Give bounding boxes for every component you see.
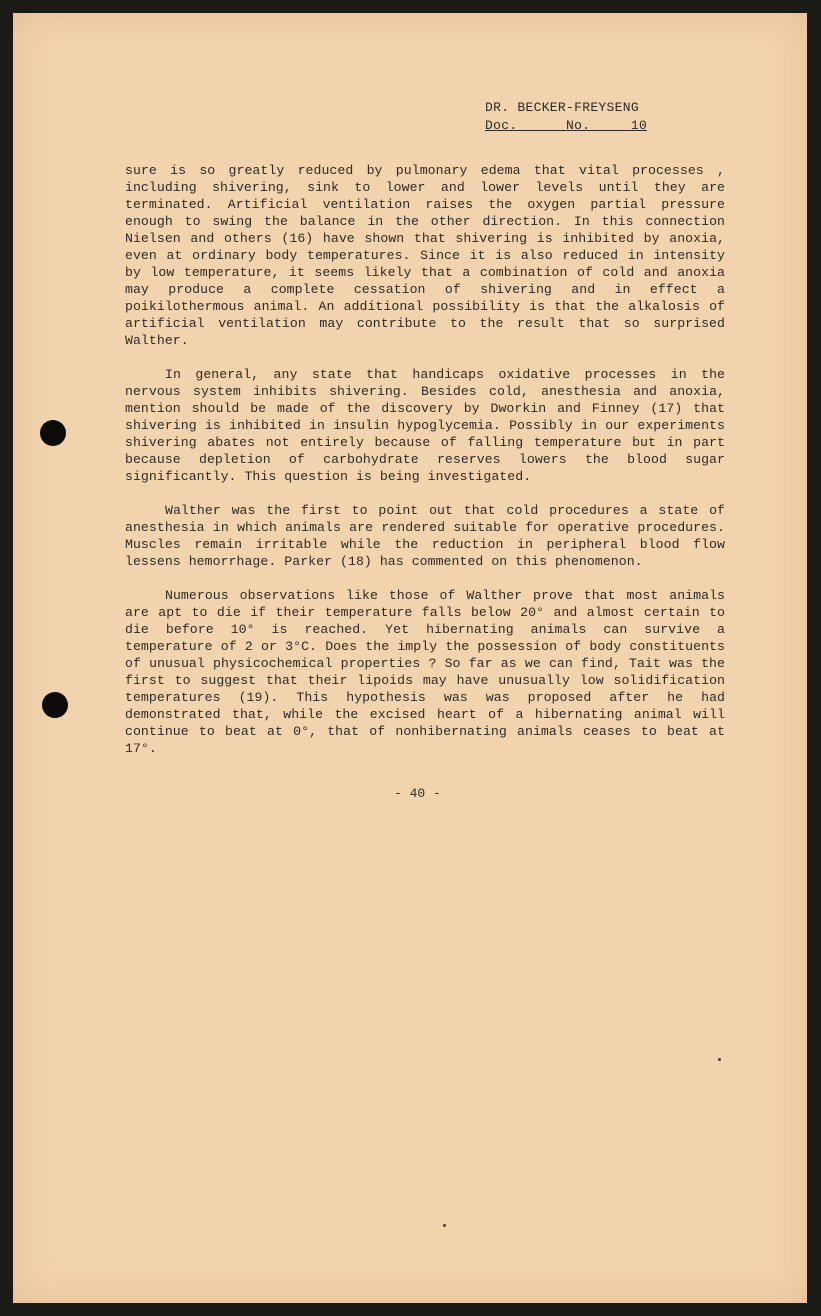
paragraph-1: sure is so greatly reduced by pulmonary edema that vital processes , including shivering, sink to lower and lower levels until they are terminated. Artificial ventilation raises the oxygen partial pressure enough to swing the balance in the other direction. In this connection Nielsen and others (16) have shown that shivering is inhibited by anoxia, even at ordinary body temperatures. Since it is also reduced in intensity by low temperature, it seems likely that a combination of cold and anoxia may produce a complete cessation of shivering and in effect a poikilothermous animal. An additional possibility is that the alkalosis of artificial ventilation may contribute to the result that so surprised Walther. <box>125 163 725 348</box>
header-doc-number: 10 <box>630 118 648 133</box>
header-no-label: No. <box>566 118 591 133</box>
paragraph-2: In general, any state that handicaps oxidative processes in the nervous system inhibits shivering. Besides cold, anesthesia and anoxia, mention should be made of the discovery by Dworkin and Finney (17) that shivering is inhibited in insulin hypoglycemia. Possibly in our experiments shivering abates not entirely because of falling temperature but in part because depletion of carbohydrate reserves lowers the blood sugar significantly. This question is being investigated. <box>125 367 725 484</box>
punch-hole-bottom <box>42 692 68 718</box>
paragraph-4: Numerous observations like those of Walther prove that most animals are apt to die if their temperature falls below 20° and almost certain to die before 10° is reached. Yet hibernating animals can survive a temperature of 2 or 3°C. Does the imply the possession of body constituents of unusual physicochemical properties ? So far as we can find, Tait was the first to suggest that their lipoids may have unusually low solidification temperatures (19). This hypothesis was was proposed after he had demonstrated that, while the excised heart of a hibernating animal will continue to beat at 0°, that of nonhibernating animals ceases to beat at 17°. <box>125 588 725 756</box>
paragraph-3: Walther was the first to point out that cold procedures a state of anesthesia in which animals are rendered suitable for operative procedures. Muscles remain irritable while the reduction in peripheral blood flow lessens hemorrhage. Parker (18) has commented on this phenomenon. <box>125 503 725 569</box>
punch-hole-top <box>40 420 66 446</box>
header-doc-reference <box>485 117 647 135</box>
header-doc-label: Doc. <box>485 118 518 133</box>
body-text <box>125 162 725 774</box>
page-number: - 40 - <box>394 786 441 801</box>
header-author: DR. BECKER-FREYSENG <box>485 100 639 115</box>
paper-speck <box>718 1058 721 1061</box>
paper-speck <box>443 1224 446 1227</box>
document-header <box>485 99 647 135</box>
document-page <box>13 13 807 1303</box>
